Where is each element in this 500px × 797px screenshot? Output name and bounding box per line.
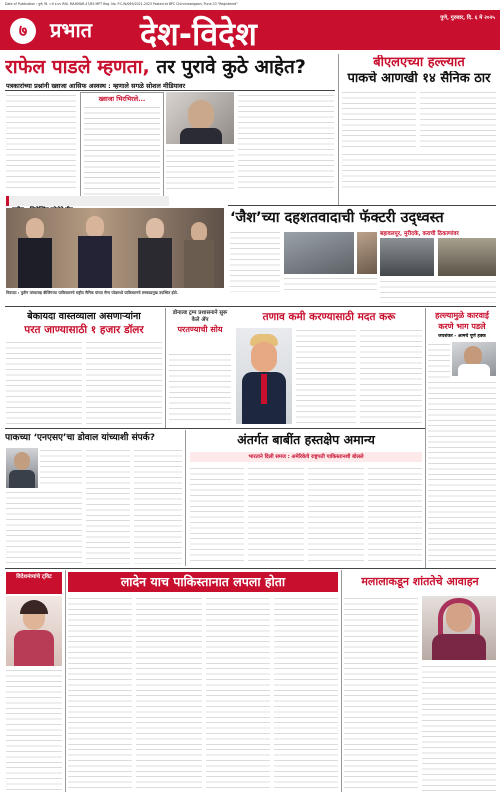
- jaish-headline: ‘जैश’च्या दहशतवादाची फॅक्टरी उद्ध्वस्त: [230, 210, 444, 226]
- rafale-headline: [5, 54, 335, 80]
- nsa-body-3: [86, 448, 130, 564]
- tweet-label: विदेशमंत्र्यांचे ट्विट: [16, 574, 52, 580]
- publication-meta: Date of Publication : पुणे, दि. ५ मे २०२५ RNI. MAHMAR-47/85 MPT Reg. No. P.C.W/069/2021-2023 Posted at BPC Chinchwadgaon, Pune-33 "Registered": [5, 2, 238, 6]
- bla-headline-red: बीएलएच्या हल्ल्यात: [373, 55, 465, 70]
- trump-kicker2: परतण्याची सोय: [177, 325, 223, 334]
- tension-body-1: [296, 328, 356, 424]
- bla-body-3: [342, 152, 496, 192]
- laden-body-4: [274, 596, 338, 792]
- nsa-body-4: [134, 448, 182, 564]
- deport-headline-2: परत जाण्यासाठी १ हजार डॉलर: [24, 324, 144, 336]
- brand-logo: प्रभात: [50, 18, 93, 42]
- jaish-body-3: [380, 279, 496, 303]
- deport-body-2: [86, 340, 162, 424]
- laden-body-3: [206, 596, 270, 792]
- laden-headline-bar: [68, 572, 338, 592]
- laden-body-1: [68, 596, 132, 792]
- jaishankar-headline-1: हल्ल्यामुळे कारवाई: [435, 311, 489, 320]
- internal-sub-bar: [190, 452, 422, 462]
- factory-photo-4: [438, 238, 496, 276]
- page-number: ७: [10, 18, 36, 44]
- section-title: देश-विदेश: [140, 15, 257, 53]
- rafale-body-col1: [6, 93, 76, 191]
- tension-headline: तणाव कमी करण्यासाठी मदत करू: [262, 311, 396, 323]
- trump-kicker-body: [169, 352, 231, 424]
- tweet-person-photo: [6, 596, 62, 666]
- page-date: पुणे, गुरुवार, दि. ६ मे २०२५: [440, 15, 495, 21]
- rafale-subhead: पत्रकारांच्या प्रश्नांनी ख्वाजा आसिफ अस्वस्थ : म्हणाले सगळे सोशल मीडियावर: [6, 82, 186, 90]
- khawaja-asif-photo: [166, 92, 234, 144]
- internal-body-1: [190, 466, 244, 564]
- jaish-byline: बहावलपूर, मुरीदके, कराची ठिकाणांवर: [380, 231, 459, 237]
- rafale-box-title: ख्वाजा भिरभिरले...: [98, 95, 146, 103]
- jaishankar-photo: [452, 342, 496, 376]
- internal-body-2: [248, 466, 304, 564]
- laden-body-2: [136, 596, 202, 792]
- internal-body-3: [308, 466, 364, 564]
- nsa-headline: पाकच्या ‘एनएसए’चा डोवाल यांच्याशी संपर्क?: [5, 433, 155, 443]
- factory-photo-2: [357, 232, 377, 274]
- trump-kicker-box: [169, 310, 231, 350]
- trump-kicker: डोनाल्ड ट्रम्प प्रशासनाने सुरू केले ॲप: [172, 310, 228, 323]
- rafale-side-box: [80, 92, 164, 197]
- jaish-body-1: [230, 230, 280, 292]
- china-caption-bar: [6, 196, 169, 206]
- rafale-body-col4: [238, 93, 334, 191]
- jaishankar-body-2: [428, 380, 496, 564]
- jaish-body-2: [284, 276, 377, 292]
- parade-photo: [6, 208, 224, 288]
- jaishankar-headline-2: करणे भाग पडले: [438, 322, 486, 331]
- factory-photo-3: [380, 238, 434, 276]
- internal-sub: भारताने दिली समज : अमेरिकेचे राष्ट्रपती पाकिस्तानशी बोलले: [248, 454, 364, 460]
- rafale-headline-red: राफेल पाडले म्हणता,: [5, 56, 150, 78]
- nsa-photo: [6, 448, 38, 488]
- jaishankar-body-1: [428, 342, 450, 378]
- tweet-label-box: [6, 572, 62, 594]
- trump-photo: [236, 328, 292, 424]
- factory-photo-1: [284, 232, 354, 274]
- malala-photo: [422, 596, 496, 660]
- malala-body-2: [422, 664, 496, 792]
- nsa-body-1: [40, 448, 82, 488]
- tension-body-2: [360, 328, 422, 424]
- malala-headline: मलालाकडून शांततेचे आवाहन: [361, 575, 479, 588]
- jaishankar-sub: जयशंकर - आमचे पूर्ण हक्क: [438, 334, 486, 339]
- internal-body-4: [368, 466, 422, 564]
- nsa-body-2: [6, 490, 82, 564]
- laden-headline: लादेन याच पाकिस्तानात लपला होता: [120, 574, 286, 589]
- malala-body-1: [344, 596, 418, 792]
- internal-headline: अंतर्गत बाबींत हस्तक्षेप अमान्य: [237, 432, 375, 447]
- bla-headline-black: पाकचे आणखी १४ सैनिक ठार: [347, 71, 491, 86]
- deport-headline-1: बेकायदा वास्तव्याला असणाऱ्यांना: [27, 311, 141, 322]
- bla-body-1: [342, 90, 416, 150]
- parade-photo-caption: चित्रपटा : पुतीन यांच्यासह बीजिंगच्या पाकिस्तानचे राष्ट्रीय सैनिक यांच्या सैन्य परेडमध्ये पाकिस्तानचे लष्करप्रमुख उपस्थित होते.: [6, 290, 179, 295]
- deport-body-1: [6, 340, 82, 424]
- tweet-body: [6, 668, 62, 792]
- rafale-body-col3: [166, 148, 234, 192]
- bla-body-2: [420, 90, 496, 150]
- rafale-headline-black: तर पुरावे कुठे आहेत?: [156, 56, 306, 78]
